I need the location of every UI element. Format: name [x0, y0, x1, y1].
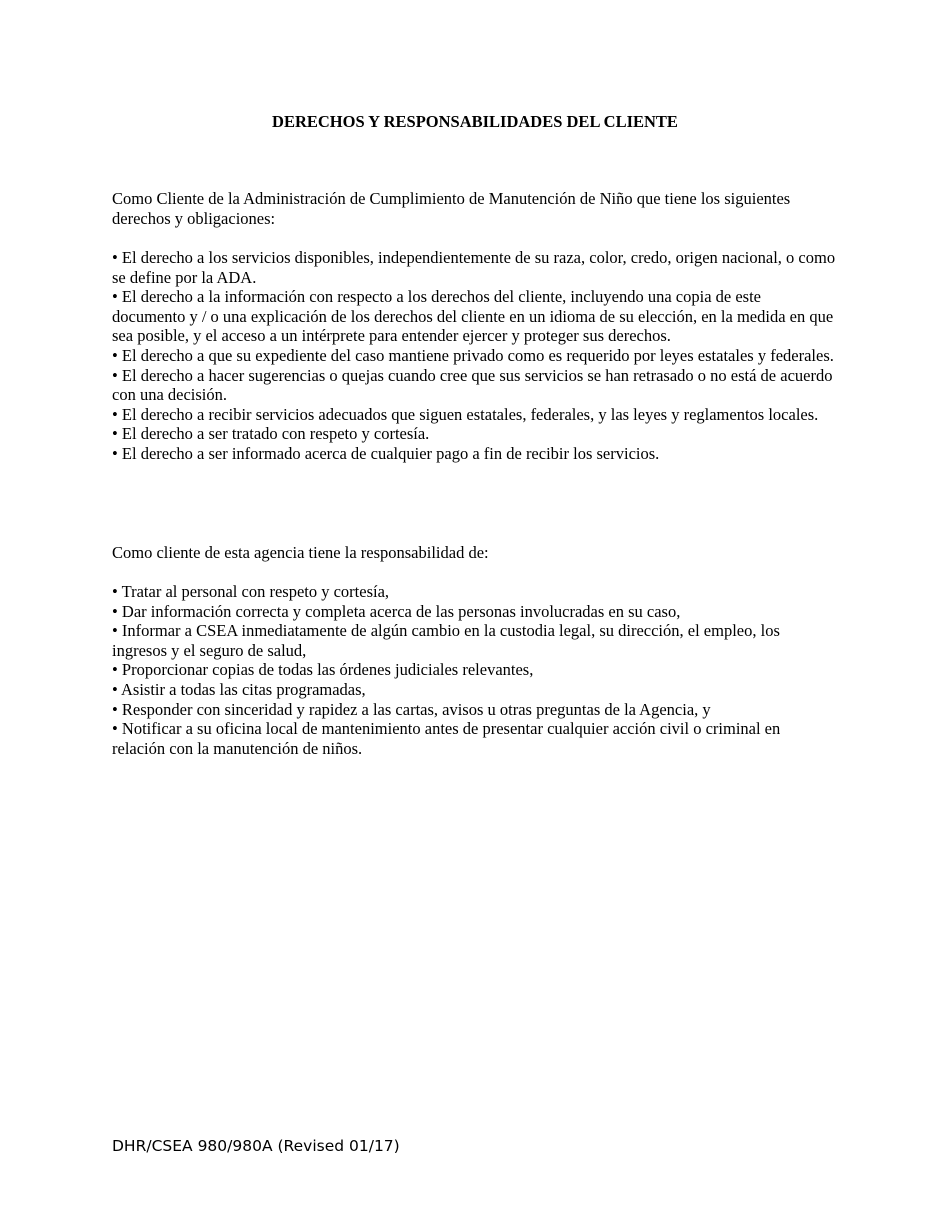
rights-item: • El derecho a recibir servicios adecuados que siguen estatales, federales, y las leyes y reglamentos locales.	[112, 404, 819, 424]
rights-intro-text: Como Cliente de la Administración de Cumplimiento de Manutención de Niño que tiene los siguientes derechos y obligaciones:	[112, 189, 791, 228]
rights-intro	[112, 189, 837, 228]
document-title: DERECHOS Y RESPONSABILIDADES DEL CLIENTE	[272, 112, 678, 131]
rights-item: • El derecho a ser tratado con respeto y cortesía.	[112, 424, 430, 444]
responsibility-item: • Tratar al personal con respeto y cortesía,	[112, 582, 390, 601]
responsibility-item: • Informar a CSEA inmediatamente de algún cambio en la custodia legal, su dirección, el empleo, los ingresos y el seguro de salud,	[112, 621, 780, 660]
rights-item: • El derecho a los servicios disponibles, independientemente de su raza, color, credo, origen nacional, o como se define por la ADA.	[112, 248, 836, 287]
responsibility-item: • Asistir a todas las citas programadas,	[112, 679, 366, 699]
form-footer: DHR/CSEA 980/980A (Revised 01/17)	[112, 1137, 400, 1155]
rights-item: • El derecho a que su expediente del caso mantiene privado como es requerido por leyes estatales y federales.	[112, 345, 834, 365]
responsibilities-intro-text: Como cliente de esta agencia tiene la responsabilidad de:	[112, 543, 489, 562]
responsibility-item: • Responder con sinceridad y rapidez a las cartas, avisos u otras preguntas de la Agencia, y	[112, 699, 711, 719]
rights-list	[112, 248, 837, 464]
rights-item: • El derecho a la información con respecto a los derechos del cliente, incluyendo una copia de este documento y / o una explicación de los derechos del cliente en un idioma de su elección, en la medida en que sea posible, y el acceso a un intérprete para entender ejercer y proteger sus derechos.	[112, 287, 834, 346]
responsibility-item: • Notificar a su oficina local de mantenimiento antes de presentar cualquier acción civil o criminal en relación con la manutención de niños.	[112, 719, 781, 758]
responsibilities-list	[112, 582, 837, 758]
responsibility-item: • Dar información correcta y completa acerca de las personas involucradas en su caso,	[112, 601, 681, 621]
rights-item: • El derecho a hacer sugerencias o quejas cuando cree que sus servicios se han retrasado o no está de acuerdo con una decisión.	[112, 365, 833, 405]
responsibilities-intro	[112, 543, 837, 563]
rights-item: • El derecho a ser informado acerca de cualquier pago a fin de recibir los servicios.	[112, 443, 660, 463]
responsibility-item: • Proporcionar copias de todas las órdenes judiciales relevantes,	[112, 660, 534, 680]
